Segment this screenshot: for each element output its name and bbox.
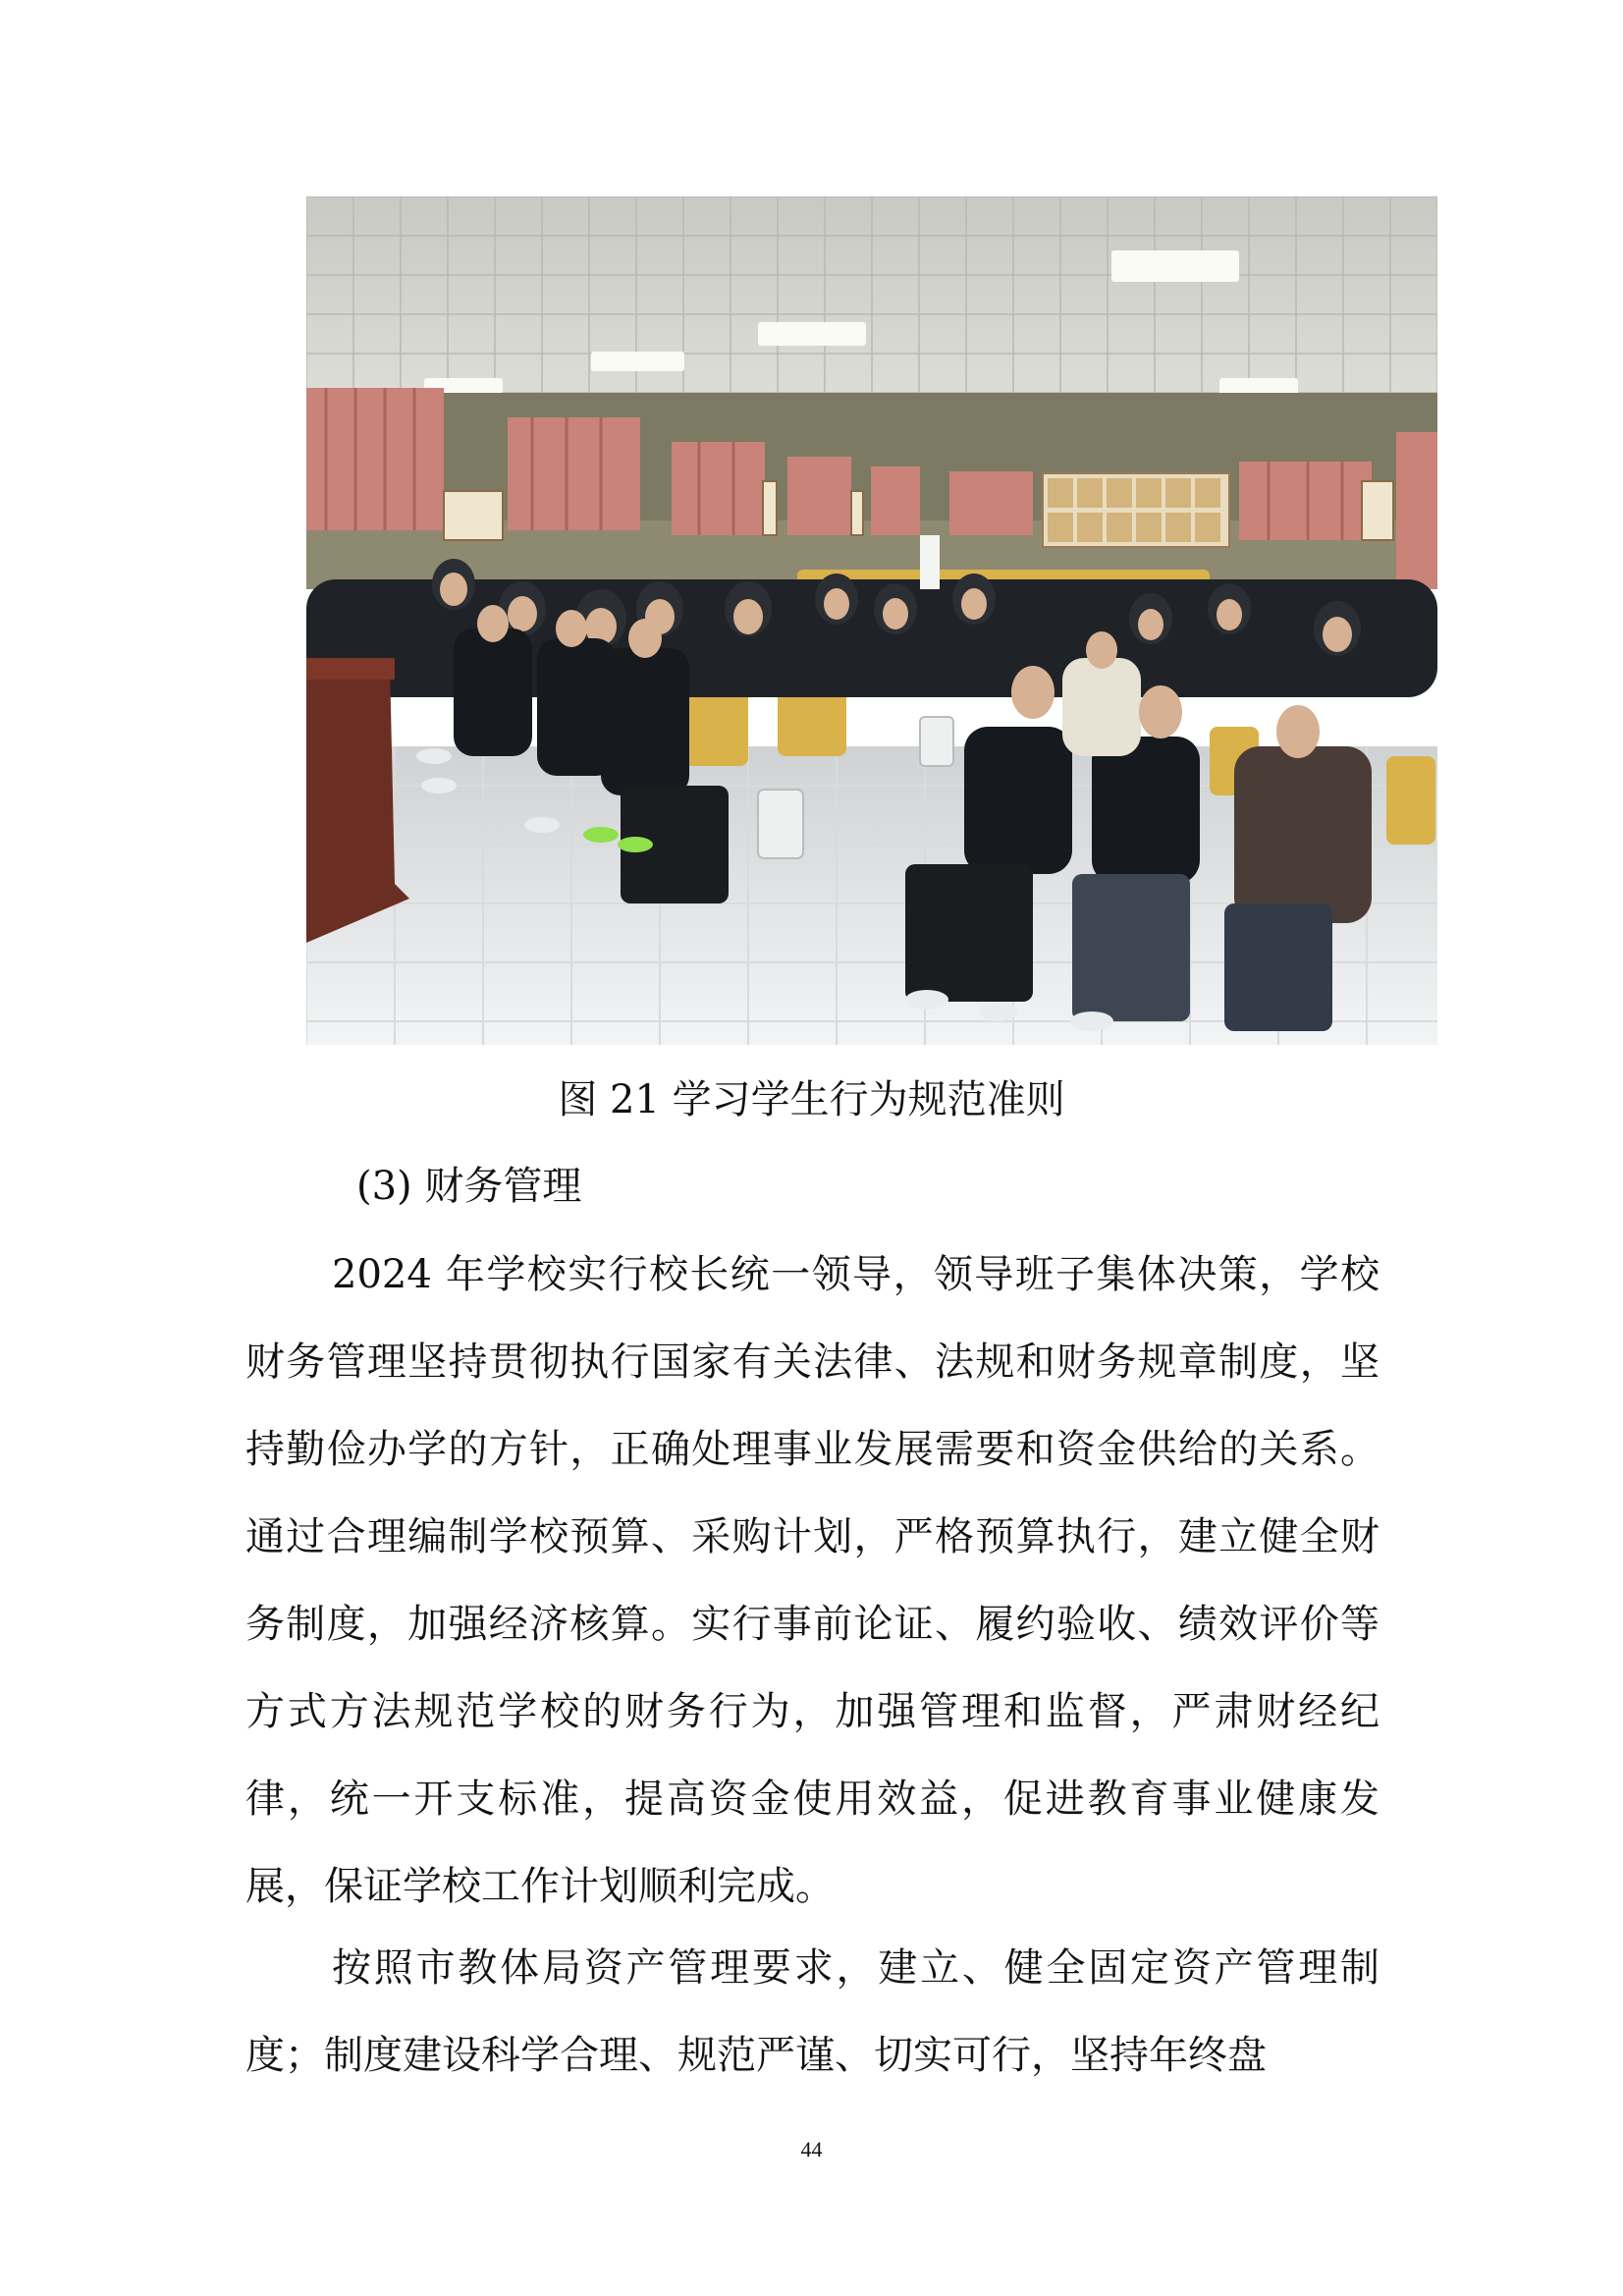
auditorium-students-photo xyxy=(306,196,1437,1045)
page-number: 44 xyxy=(800,2137,823,2161)
figure-caption: 图 21 学习学生行为规范准则 xyxy=(558,1077,1065,1122)
paragraph-assets: 按照市教体局资产管理要求，建立、健全固定资产管理制度；制度建设科学合理、规范严谨、切实可行，坚持年终盘 xyxy=(245,1945,1380,2078)
paragraph-finance: 2024 年学校实行校长统一领导，领导班子集体决策，学校财务管理坚持贯彻执行国家有关法律、法规和财务规章制度，坚持勤俭办学的方针，正确处理事业发展需要和资金供给的关系。通过合理编制学校预算、采购计划，严格预算执行，建立健全财务制度，加强经济核算。实行事前论证、履约验收、绩效评价等方式方法规范学校的财务行为，加强管理和监督，严肃财经纪律，统一开支标准，提高资金使用效益，促进教育事业健康发展，保证学校工作计划顺利完成。 xyxy=(245,1252,1380,1909)
section-heading: (3) 财务管理 xyxy=(356,1164,582,1209)
